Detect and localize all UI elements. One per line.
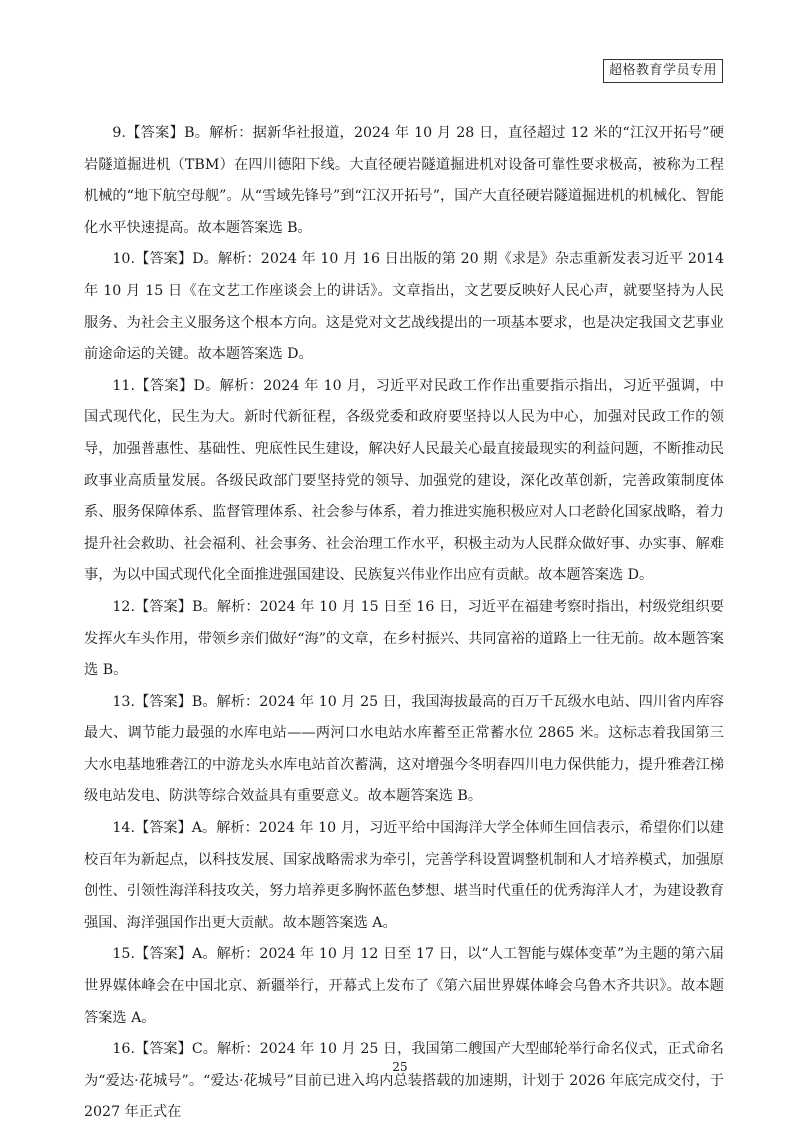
answer-item: 10.【答案】D。解析：2024 年 10 月 16 日出版的第 20 期《求是》杂志重新发表习近平 2014 年 10 月 15 日《在文艺工作座谈会上的讲话》。文章指出，文艺要反映好人民心声，就要坚持为人民服务、为社会主义服务这个根本方向。这是党对文艺战线提出的一项基本要求，也是决定我国文艺事业前途命运的关键。故本题答案选 D。: [84, 251, 724, 363]
answer-item: 13.【答案】B。解析：2024 年 10 月 25 日，我国海拔最高的百万千瓦级水电站、四川省内库容最大、调节能力最强的水库电站——两河口水电站水库蓄至正常蓄水位 2865 米。这标志着我国第三大水电基地雅砻江的中游龙头水库电站首次蓄满，这对增强今冬明春四川电力保供能力，提升雅砻江梯级电站发电、防洪等综合效益具有重要意义。故本题答案选 B。: [84, 693, 724, 805]
header-badge: 超格教育学员专用: [603, 59, 723, 83]
page-number: 25: [392, 1060, 408, 1074]
answer-item: 9.【答案】B。解析：据新华社报道，2024 年 10 月 28 日，直径超过 12 米的“江汉开拓号”硬岩隧道掘进机（TBM）在四川德阳下线。大直径硬岩隧道掘进机对设备可靠性要求极高，被称为工程机械的“地下航空母舰”。从“雪域先锋号”到“江汉开拓号”，国产大直径硬岩隧道掘进机的机械化、智能化水平快速提高。故本题答案选 B。: [84, 125, 724, 236]
answer-item: 15.【答案】A。解析：2024 年 10 月 12 日至 17 日，以“人工智能与媒体变革”为主题的第六届世界媒体峰会在中国北京、新疆举行，开幕式上发布了《第六届世界媒体峰会乌鲁木齐共识》。故本题答案选 A。: [84, 946, 724, 1026]
answer-list: [84, 118, 724, 1129]
answer-item: 12.【答案】B。解析：2024 年 10 月 15 日至 16 日，习近平在福建考察时指出，村级党组织要发挥火车头作用，带领乡亲们做好“海”的文章，在乡村振兴、共同富裕的道路上一往无前。故本题答案选 B。: [84, 598, 724, 679]
answer-item: 14.【答案】A。解析：2024 年 10 月，习近平给中国海洋大学全体师生回信表示，希望你们以建校百年为新起点，以科技发展、国家战略需求为牵引，完善学科设置调整机制和人才培养模式，加强原创性、引领性海洋科技攻关，努力培养更多胸怀蓝色梦想、堪当时代重任的优秀海洋人才，为建设教育强国、海洋强国作出更大贡献。故本题答案选 A。: [84, 820, 724, 931]
answer-item: 11.【答案】D。解析：2024 年 10 月，习近平对民政工作作出重要指示指出，习近平强调，中国式现代化，民生为大。新时代新征程，各级党委和政府要坚持以人民为中心，加强对民政工作的领导，加强普惠性、基础性、兜底性民生建设，解决好人民最关心最直接最现实的利益问题，不断推动民政事业高质量发展。各级民政部门要坚持党的领导、加强党的建设，深化改革创新，完善政策制度体系、服务保障体系、监督管理体系、社会参与体系，着力推进实施积极应对人口老龄化国家战略，着力提升社会救助、社会福利、社会事务、社会治理工作水平，积极主动为人民群众做好事、办实事、解难事，为以中国式现代化全面推进强国建设、民族复兴伟业作出应有贡献。故本题答案选 D。: [84, 377, 724, 584]
answer-item: 16.【答案】C。解析：2024 年 10 月 25 日，我国第二艘国产大型邮轮举行命名仪式，正式命名为“爱达·花城号”。“爱达·花城号”目前已进入坞内总装搭载的加速期，计划于 2026 年底完成交付，于 2027 年正式在: [84, 1041, 724, 1121]
